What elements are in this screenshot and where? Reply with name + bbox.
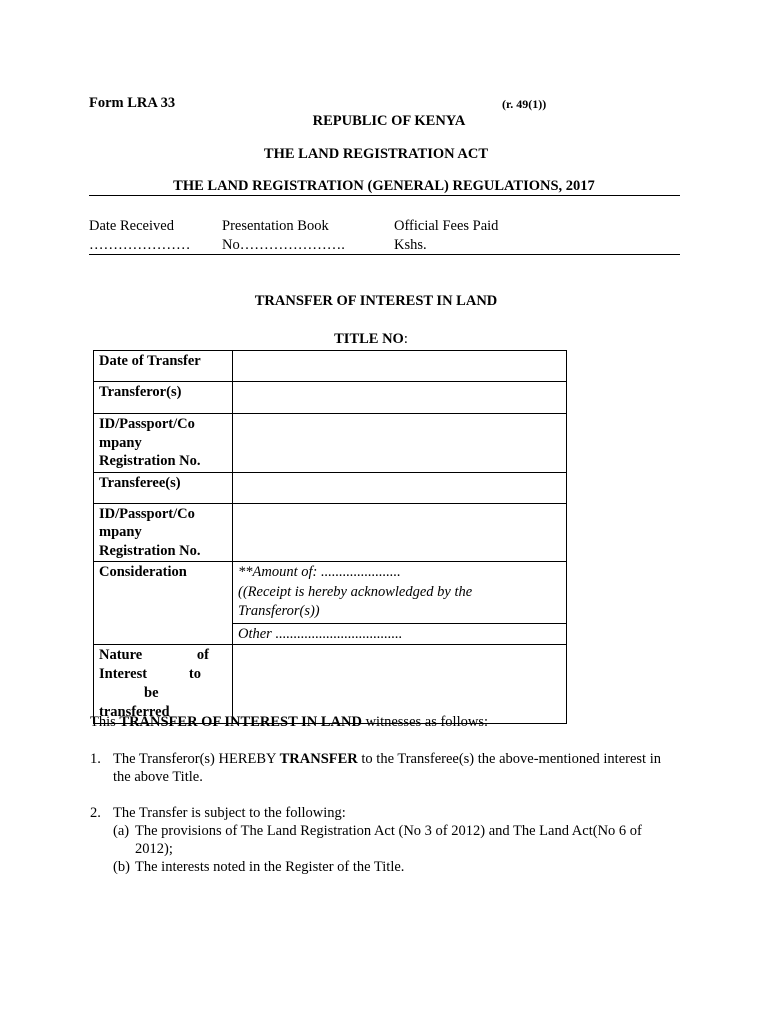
table-row-transferor-id [94,414,567,473]
transferee-id-label [94,503,233,562]
transferor-id-label [94,414,233,473]
transferees-label: Transferee(s) [94,472,233,503]
nature-of-interest-label [94,645,233,724]
transferors-field[interactable] [233,382,567,414]
nature-label-line2: Interest to [99,666,201,682]
transfer-details-table [93,350,567,724]
transferee-id-label-line3: Registration No. [99,542,201,559]
act-heading: THE LAND REGISTRATION ACT [263,146,489,162]
date-of-transfer-label: Date of Transfer [94,351,233,382]
date-of-transfer-field[interactable] [233,351,567,382]
presentation-book-value: No…………………. [222,237,345,253]
consideration-receipt-line1: ((Receipt is hereby acknowledged by the [238,583,473,600]
transferor-id-label-line2: mpany [99,434,142,451]
document-title: TRANSFER OF INTEREST IN LAND [254,293,498,309]
clause-2-sub-b: (b) The interests noted in the Register of the Title. [113,859,405,875]
header-rule-bottom [89,254,680,255]
transferee-id-field[interactable] [233,503,567,562]
header-rule-top [89,195,680,196]
nature-label-line1: Nature of [99,647,209,663]
form-number: Form LRA 33 [89,95,176,111]
witness-intro: This TRANSFER OF INTEREST IN LAND witnesses as follows: [90,714,488,730]
clause-2-sub-a: (a) The provisions of The Land Registration Act (No 3 of 2012) and The Land Act(No 6 of 2012); [113,823,642,857]
table-row-date-of-transfer [94,351,567,382]
date-received-label: Date Received [89,218,174,234]
transferee-id-label-line1: ID/Passport/Co [99,505,195,522]
republic-heading: REPUBLIC OF KENYA [312,113,466,129]
presentation-book-label: Presentation Book [222,218,329,234]
title-number-label: TITLE NO [334,331,404,347]
transferor-id-field[interactable] [233,414,567,473]
clause-2-number: 2. [90,805,101,821]
nature-of-interest-field[interactable] [233,645,567,724]
consideration-other-field[interactable]: Other ................................... [233,623,567,645]
table-row-transferee-id [94,503,567,562]
clause-1-number: 1. [90,751,101,767]
transferor-id-label-line3: Registration No. [99,453,201,469]
table-row-transferees [94,472,567,503]
nature-label-line4: transferred [99,704,170,720]
consideration-receipt-line2: Transferor(s)) [238,603,320,619]
clause-1-text: The Transferor(s) HEREBY TRANSFER to the Transferee(s) the above-mentioned interest in the above Title. [113,751,661,785]
date-received-value: ………………… [89,237,191,253]
title-number [0,330,742,349]
regulations-heading: THE LAND REGISTRATION (GENERAL) REGULATIONS, 2017 [173,178,595,194]
rule-reference: (r. 49(1)) [502,97,547,111]
clause-1 [90,750,680,786]
consideration-amount-line: **Amount of: ...................... [238,564,401,580]
table-row-nature-of-interest [94,645,567,724]
clause-2-text: The Transfer is subject to the following: [113,805,346,821]
transferors-label: Transferor(s) [94,382,233,414]
consideration-label: Consideration [94,562,233,645]
transferor-id-label-line1: ID/Passport/Co [99,416,195,432]
transferee-id-label-line2: mpany [99,524,142,540]
consideration-amount-field[interactable] [233,562,567,624]
table-row-consideration [94,562,567,624]
table-row-transferors [94,382,567,414]
title-number-colon: : [403,331,408,347]
official-fees-value: Kshs. [394,237,427,253]
nature-label-line3: be [144,685,159,701]
official-fees-label: Official Fees Paid [394,218,499,234]
clause-2 [90,804,680,876]
transferees-field[interactable] [233,472,567,503]
